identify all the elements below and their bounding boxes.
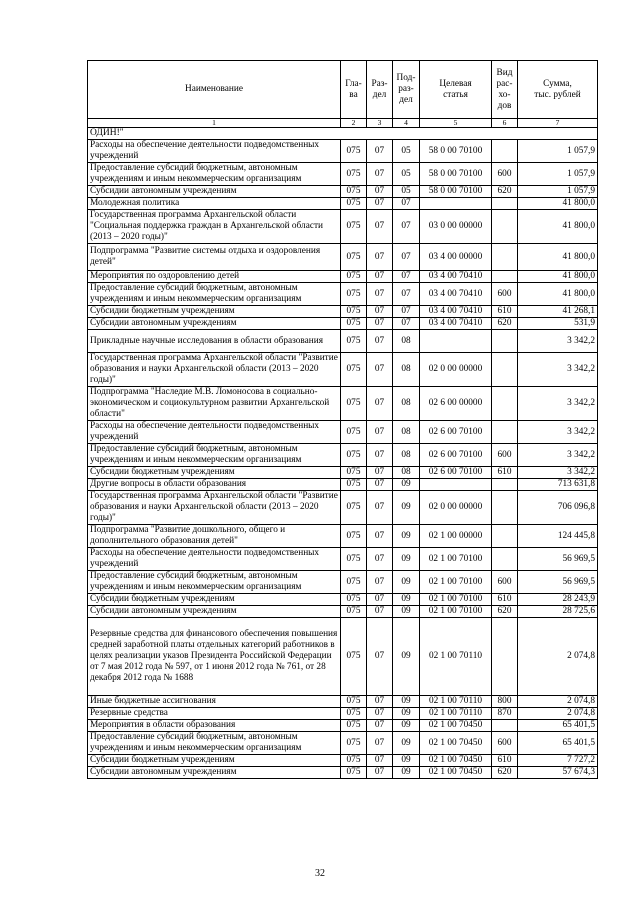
row-name: Предоставление субсидий бюджетным, автономным учреждениям и иным некоммерческим организациям	[88, 444, 341, 467]
row-razdel: 07	[367, 283, 393, 306]
column-number: 5	[420, 119, 492, 128]
row-razdel: 07	[367, 618, 393, 696]
row-name: Расходы на обеспечение деятельности подведомственных учреждений	[88, 421, 341, 444]
row-expense-type	[492, 330, 518, 353]
table-row	[88, 720, 598, 732]
row-name: Резервные средства для финансового обеспечения повышения средней заработной платы отдельных категорий работников в целях реализации указов Президента Российской Федерации от 7 мая 2012 года № 597, от 1 июня 2012 года № 761, от 28 декабря 2012 года № 1688	[88, 618, 341, 696]
row-razdel: 07	[367, 696, 393, 708]
row-razdel: 07	[367, 525, 393, 548]
table-row	[88, 387, 598, 421]
row-expense-type: 610	[492, 306, 518, 318]
row-target-article: 02 6 00 00000	[420, 387, 492, 421]
row-target-article: 02 1 00 70100	[420, 571, 492, 594]
row-expense-type	[492, 720, 518, 732]
header-name: Наименование	[88, 61, 341, 119]
row-podrazdel: 08	[393, 330, 420, 353]
row-podrazdel: 07	[393, 210, 420, 244]
row-expense-type: 870	[492, 708, 518, 720]
row-name: Предоставление субсидий бюджетным, автономным учреждениям и иным некоммерческим организациям	[88, 163, 341, 186]
table-row	[88, 128, 598, 140]
table-row	[88, 421, 598, 444]
row-glava: 075	[341, 525, 367, 548]
row-sum: 3 342,2	[518, 444, 598, 467]
table-row	[88, 696, 598, 708]
row-razdel: 07	[367, 708, 393, 720]
row-expense-type: 800	[492, 696, 518, 708]
table-row	[88, 571, 598, 594]
row-target-article: 03 4 00 70410	[420, 283, 492, 306]
table-row	[88, 444, 598, 467]
row-glava: 075	[341, 353, 367, 387]
row-name: Расходы на обеспечение деятельности подведомственных учреждений	[88, 548, 341, 571]
row-name: Субсидии автономным учреждениям	[88, 186, 341, 198]
row-name: Другие вопросы в области образования	[88, 479, 341, 491]
column-number: 6	[492, 119, 518, 128]
row-sum: 65 401,5	[518, 732, 598, 755]
row-sum: 41 800,0	[518, 244, 598, 271]
row-name: Субсидии автономным учреждениям	[88, 767, 341, 779]
row-target-article	[420, 330, 492, 353]
column-number: 1	[88, 119, 341, 128]
row-name: Субсидии бюджетным учреждениям	[88, 306, 341, 318]
row-name: Субсидии бюджетным учреждениям	[88, 594, 341, 606]
row-expense-type: 620	[492, 767, 518, 779]
row-podrazdel: 09	[393, 720, 420, 732]
row-target-article: 02 6 00 70100	[420, 444, 492, 467]
column-number: 2	[341, 119, 367, 128]
table-row	[88, 491, 598, 525]
row-podrazdel: 09	[393, 708, 420, 720]
row-glava: 075	[341, 444, 367, 467]
table-row	[88, 271, 598, 283]
table-row	[88, 618, 598, 696]
column-number: 4	[393, 119, 420, 128]
row-sum: 56 969,5	[518, 548, 598, 571]
row-razdel: 07	[367, 732, 393, 755]
row-razdel: 07	[367, 491, 393, 525]
row-glava: 075	[341, 163, 367, 186]
table-row	[88, 244, 598, 271]
row-razdel: 07	[367, 330, 393, 353]
header-row	[88, 61, 598, 119]
row-glava: 075	[341, 767, 367, 779]
row-glava: 075	[341, 306, 367, 318]
header-sum: Сумма, тыс. рублей	[518, 61, 598, 119]
table-row	[88, 163, 598, 186]
column-number-row	[88, 119, 598, 128]
header-expense-type: Вид рас- хо- дов	[492, 61, 518, 119]
row-glava: 075	[341, 330, 367, 353]
row-expense-type	[492, 244, 518, 271]
page-number: 32	[315, 868, 325, 879]
row-expense-type: 620	[492, 318, 518, 330]
row-expense-type	[492, 198, 518, 210]
column-number: 7	[518, 119, 598, 128]
row-target-article: 02 1 00 70450	[420, 720, 492, 732]
row-target-article: 02 0 00 00000	[420, 491, 492, 525]
row-glava: 075	[341, 606, 367, 618]
row-sum: 706 096,8	[518, 491, 598, 525]
row-target-article	[420, 479, 492, 491]
row-podrazdel: 07	[393, 271, 420, 283]
row-expense-type: 610	[492, 467, 518, 479]
row-sum: 3 342,2	[518, 387, 598, 421]
row-sum: 41 800,0	[518, 271, 598, 283]
row-glava: 075	[341, 283, 367, 306]
row-sum: 531,9	[518, 318, 598, 330]
row-glava: 075	[341, 479, 367, 491]
row-razdel: 07	[367, 755, 393, 767]
row-razdel: 07	[367, 186, 393, 198]
row-name: Подпрограмма "Наследие М.В. Ломоносова в социально-экономическом и социокультурном развитии Архангельской области"	[88, 387, 341, 421]
row-glava: 075	[341, 732, 367, 755]
row-expense-type	[492, 421, 518, 444]
row-target-article: 02 1 00 70450	[420, 767, 492, 779]
row-sum: 2 074,8	[518, 696, 598, 708]
row-name: Субсидии автономным учреждениям	[88, 606, 341, 618]
row-expense-type	[492, 479, 518, 491]
row-expense-type: 600	[492, 163, 518, 186]
row-sum: 7 727,2	[518, 755, 598, 767]
row-razdel: 07	[367, 198, 393, 210]
row-razdel: 07	[367, 720, 393, 732]
row-name: Субсидии бюджетным учреждениям	[88, 755, 341, 767]
row-glava: 075	[341, 720, 367, 732]
row-podrazdel: 09	[393, 479, 420, 491]
row-glava: 075	[341, 421, 367, 444]
row-target-article: 03 4 00 00000	[420, 244, 492, 271]
row-expense-type	[492, 140, 518, 163]
row-target-article: 03 4 00 70410	[420, 306, 492, 318]
row-podrazdel: 09	[393, 525, 420, 548]
table-row	[88, 594, 598, 606]
row-target-article: 03 4 00 70410	[420, 318, 492, 330]
row-name: Субсидии автономным учреждениям	[88, 318, 341, 330]
row-target-article: 02 1 00 70110	[420, 618, 492, 696]
row-glava: 075	[341, 198, 367, 210]
row-razdel: 07	[367, 594, 393, 606]
row-glava: 075	[341, 244, 367, 271]
row-podrazdel: 08	[393, 467, 420, 479]
row-glava: 075	[341, 387, 367, 421]
row-razdel: 07	[367, 140, 393, 163]
row-razdel: 07	[367, 767, 393, 779]
row-target-article: 03 0 00 00000	[420, 210, 492, 244]
row-target-article: 58 0 00 70100	[420, 163, 492, 186]
row-glava: 075	[341, 548, 367, 571]
row-podrazdel: 09	[393, 548, 420, 571]
row-razdel: 07	[367, 467, 393, 479]
row-podrazdel: 05	[393, 163, 420, 186]
row-podrazdel: 08	[393, 387, 420, 421]
row-expense-type: 600	[492, 444, 518, 467]
table-row	[88, 606, 598, 618]
row-sum: 56 969,5	[518, 571, 598, 594]
row-target-article: 02 1 00 70110	[420, 708, 492, 720]
table-row	[88, 732, 598, 755]
row-target-article: 02 6 00 70100	[420, 467, 492, 479]
row-expense-type: 610	[492, 755, 518, 767]
row-name: Мероприятия в области образования	[88, 720, 341, 732]
row-podrazdel: 08	[393, 444, 420, 467]
row-target-article: 02 6 00 70100	[420, 421, 492, 444]
header-razdel: Раз- дел	[367, 61, 393, 119]
row-podrazdel: 09	[393, 571, 420, 594]
row-name: Государственная программа Архангельской области "Социальная поддержка граждан в Архангельской области (2013 – 2020 годы)"	[88, 210, 341, 244]
row-expense-type	[492, 271, 518, 283]
row-razdel: 07	[367, 318, 393, 330]
row-target-article: 03 4 00 70410	[420, 271, 492, 283]
table-row	[88, 330, 598, 353]
table-row	[88, 283, 598, 306]
row-podrazdel: 09	[393, 755, 420, 767]
row-sum: 65 401,5	[518, 720, 598, 732]
row-glava: 075	[341, 491, 367, 525]
row-sum: 41 268,1	[518, 306, 598, 318]
row-razdel: 07	[367, 271, 393, 283]
table-row	[88, 186, 598, 198]
table-row	[88, 306, 598, 318]
row-target-article: 02 1 00 00000	[420, 525, 492, 548]
row-name: Подпрограмма "Развитие системы отдыха и оздоровления детей"	[88, 244, 341, 271]
header-glava: Гла- ва	[341, 61, 367, 119]
row-razdel: 07	[367, 244, 393, 271]
row-expense-type: 620	[492, 606, 518, 618]
row-target-article: 02 1 00 70450	[420, 732, 492, 755]
row-sum: 1 057,9	[518, 186, 598, 198]
row-glava: 075	[341, 708, 367, 720]
row-razdel: 07	[367, 353, 393, 387]
row-name: Прикладные научные исследования в области образования	[88, 330, 341, 353]
row-podrazdel: 07	[393, 306, 420, 318]
table-row	[88, 479, 598, 491]
row-name: Предоставление субсидий бюджетным, автономным учреждениям и иным некоммерческим организациям	[88, 283, 341, 306]
row-podrazdel: 09	[393, 491, 420, 525]
row-sum: 41 800,0	[518, 210, 598, 244]
row-name: Предоставление субсидий бюджетным, автономным учреждениям и иным некоммерческим организациям	[88, 571, 341, 594]
row-podrazdel: 05	[393, 140, 420, 163]
row-target-article: 02 0 00 00000	[420, 353, 492, 387]
row-target-article: 02 1 00 70450	[420, 755, 492, 767]
row-glava: 075	[341, 594, 367, 606]
row-name: Субсидии бюджетным учреждениям	[88, 467, 341, 479]
row-name: Мероприятия по оздоровлению детей	[88, 271, 341, 283]
row-expense-type	[492, 618, 518, 696]
row-target-article: 02 1 00 70100	[420, 548, 492, 571]
row-razdel: 07	[367, 606, 393, 618]
row-podrazdel: 07	[393, 318, 420, 330]
table-row	[88, 210, 598, 244]
row-name: ОДИН!"	[88, 128, 598, 140]
row-sum: 2 074,8	[518, 618, 598, 696]
row-expense-type	[492, 491, 518, 525]
row-target-article	[420, 198, 492, 210]
row-podrazdel: 09	[393, 594, 420, 606]
row-razdel: 07	[367, 548, 393, 571]
row-expense-type: 600	[492, 571, 518, 594]
row-sum: 3 342,2	[518, 353, 598, 387]
row-sum: 28 243,9	[518, 594, 598, 606]
row-name: Подпрограмма "Развитие дошкольного, общего и дополнительного образования детей"	[88, 525, 341, 548]
row-glava: 075	[341, 618, 367, 696]
row-razdel: 07	[367, 306, 393, 318]
row-glava: 075	[341, 271, 367, 283]
table-row	[88, 548, 598, 571]
row-expense-type: 610	[492, 594, 518, 606]
row-name: Государственная программа Архангельской области "Развитие образования и науки Архангельской области (2013 – 2020 годы)"	[88, 491, 341, 525]
row-expense-type: 620	[492, 186, 518, 198]
row-podrazdel: 07	[393, 198, 420, 210]
row-podrazdel: 09	[393, 696, 420, 708]
row-glava: 075	[341, 696, 367, 708]
row-podrazdel: 09	[393, 767, 420, 779]
row-target-article: 58 0 00 70100	[420, 186, 492, 198]
row-name: Иные бюджетные ассигнования	[88, 696, 341, 708]
row-name: Резервные средства	[88, 708, 341, 720]
row-razdel: 07	[367, 571, 393, 594]
row-expense-type	[492, 387, 518, 421]
column-number: 3	[367, 119, 393, 128]
table-row	[88, 140, 598, 163]
table-row	[88, 767, 598, 779]
row-razdel: 07	[367, 163, 393, 186]
row-name: Государственная программа Архангельской области "Развитие образования и науки Архангельской области (2013 – 2020 годы)"	[88, 353, 341, 387]
row-sum: 2 074,8	[518, 708, 598, 720]
row-sum: 1 057,9	[518, 140, 598, 163]
row-podrazdel: 07	[393, 283, 420, 306]
row-glava: 075	[341, 318, 367, 330]
row-podrazdel: 09	[393, 606, 420, 618]
row-expense-type: 600	[492, 283, 518, 306]
row-glava: 075	[341, 467, 367, 479]
row-name: Предоставление субсидий бюджетным, автономным учреждениям и иным некоммерческим организациям	[88, 732, 341, 755]
table-row	[88, 318, 598, 330]
table-row	[88, 467, 598, 479]
header-target-article: Целевая статья	[420, 61, 492, 119]
row-expense-type	[492, 353, 518, 387]
row-glava: 075	[341, 140, 367, 163]
row-glava: 075	[341, 571, 367, 594]
row-razdel: 07	[367, 387, 393, 421]
row-podrazdel: 08	[393, 353, 420, 387]
row-sum: 28 725,6	[518, 606, 598, 618]
row-expense-type: 600	[492, 732, 518, 755]
row-podrazdel: 09	[393, 618, 420, 696]
row-sum: 41 800,0	[518, 283, 598, 306]
row-podrazdel: 05	[393, 186, 420, 198]
row-razdel: 07	[367, 479, 393, 491]
row-razdel: 07	[367, 421, 393, 444]
row-glava: 075	[341, 210, 367, 244]
budget-table	[87, 60, 598, 779]
row-glava: 075	[341, 755, 367, 767]
table-row	[88, 708, 598, 720]
row-expense-type	[492, 525, 518, 548]
row-glava: 075	[341, 186, 367, 198]
row-target-article: 58 0 00 70100	[420, 140, 492, 163]
row-sum: 713 631,8	[518, 479, 598, 491]
row-sum: 3 342,2	[518, 467, 598, 479]
row-razdel: 07	[367, 444, 393, 467]
table-row	[88, 353, 598, 387]
row-target-article: 02 1 00 70100	[420, 606, 492, 618]
row-sum: 57 674,3	[518, 767, 598, 779]
table-row	[88, 525, 598, 548]
row-podrazdel: 09	[393, 732, 420, 755]
row-sum: 41 800,0	[518, 198, 598, 210]
header-podrazdel: Под- раз- дел	[393, 61, 420, 119]
row-name: Расходы на обеспечение деятельности подведомственных учреждений	[88, 140, 341, 163]
table-row	[88, 755, 598, 767]
row-expense-type	[492, 210, 518, 244]
row-podrazdel: 07	[393, 244, 420, 271]
table-row	[88, 198, 598, 210]
row-sum: 1 057,9	[518, 163, 598, 186]
row-expense-type	[492, 548, 518, 571]
row-sum: 3 342,2	[518, 330, 598, 353]
row-sum: 124 445,8	[518, 525, 598, 548]
row-razdel: 07	[367, 210, 393, 244]
row-target-article: 02 1 00 70110	[420, 696, 492, 708]
row-target-article: 02 1 00 70100	[420, 594, 492, 606]
row-podrazdel: 08	[393, 421, 420, 444]
row-name: Молодежная политика	[88, 198, 341, 210]
table-body	[88, 128, 598, 779]
row-sum: 3 342,2	[518, 421, 598, 444]
